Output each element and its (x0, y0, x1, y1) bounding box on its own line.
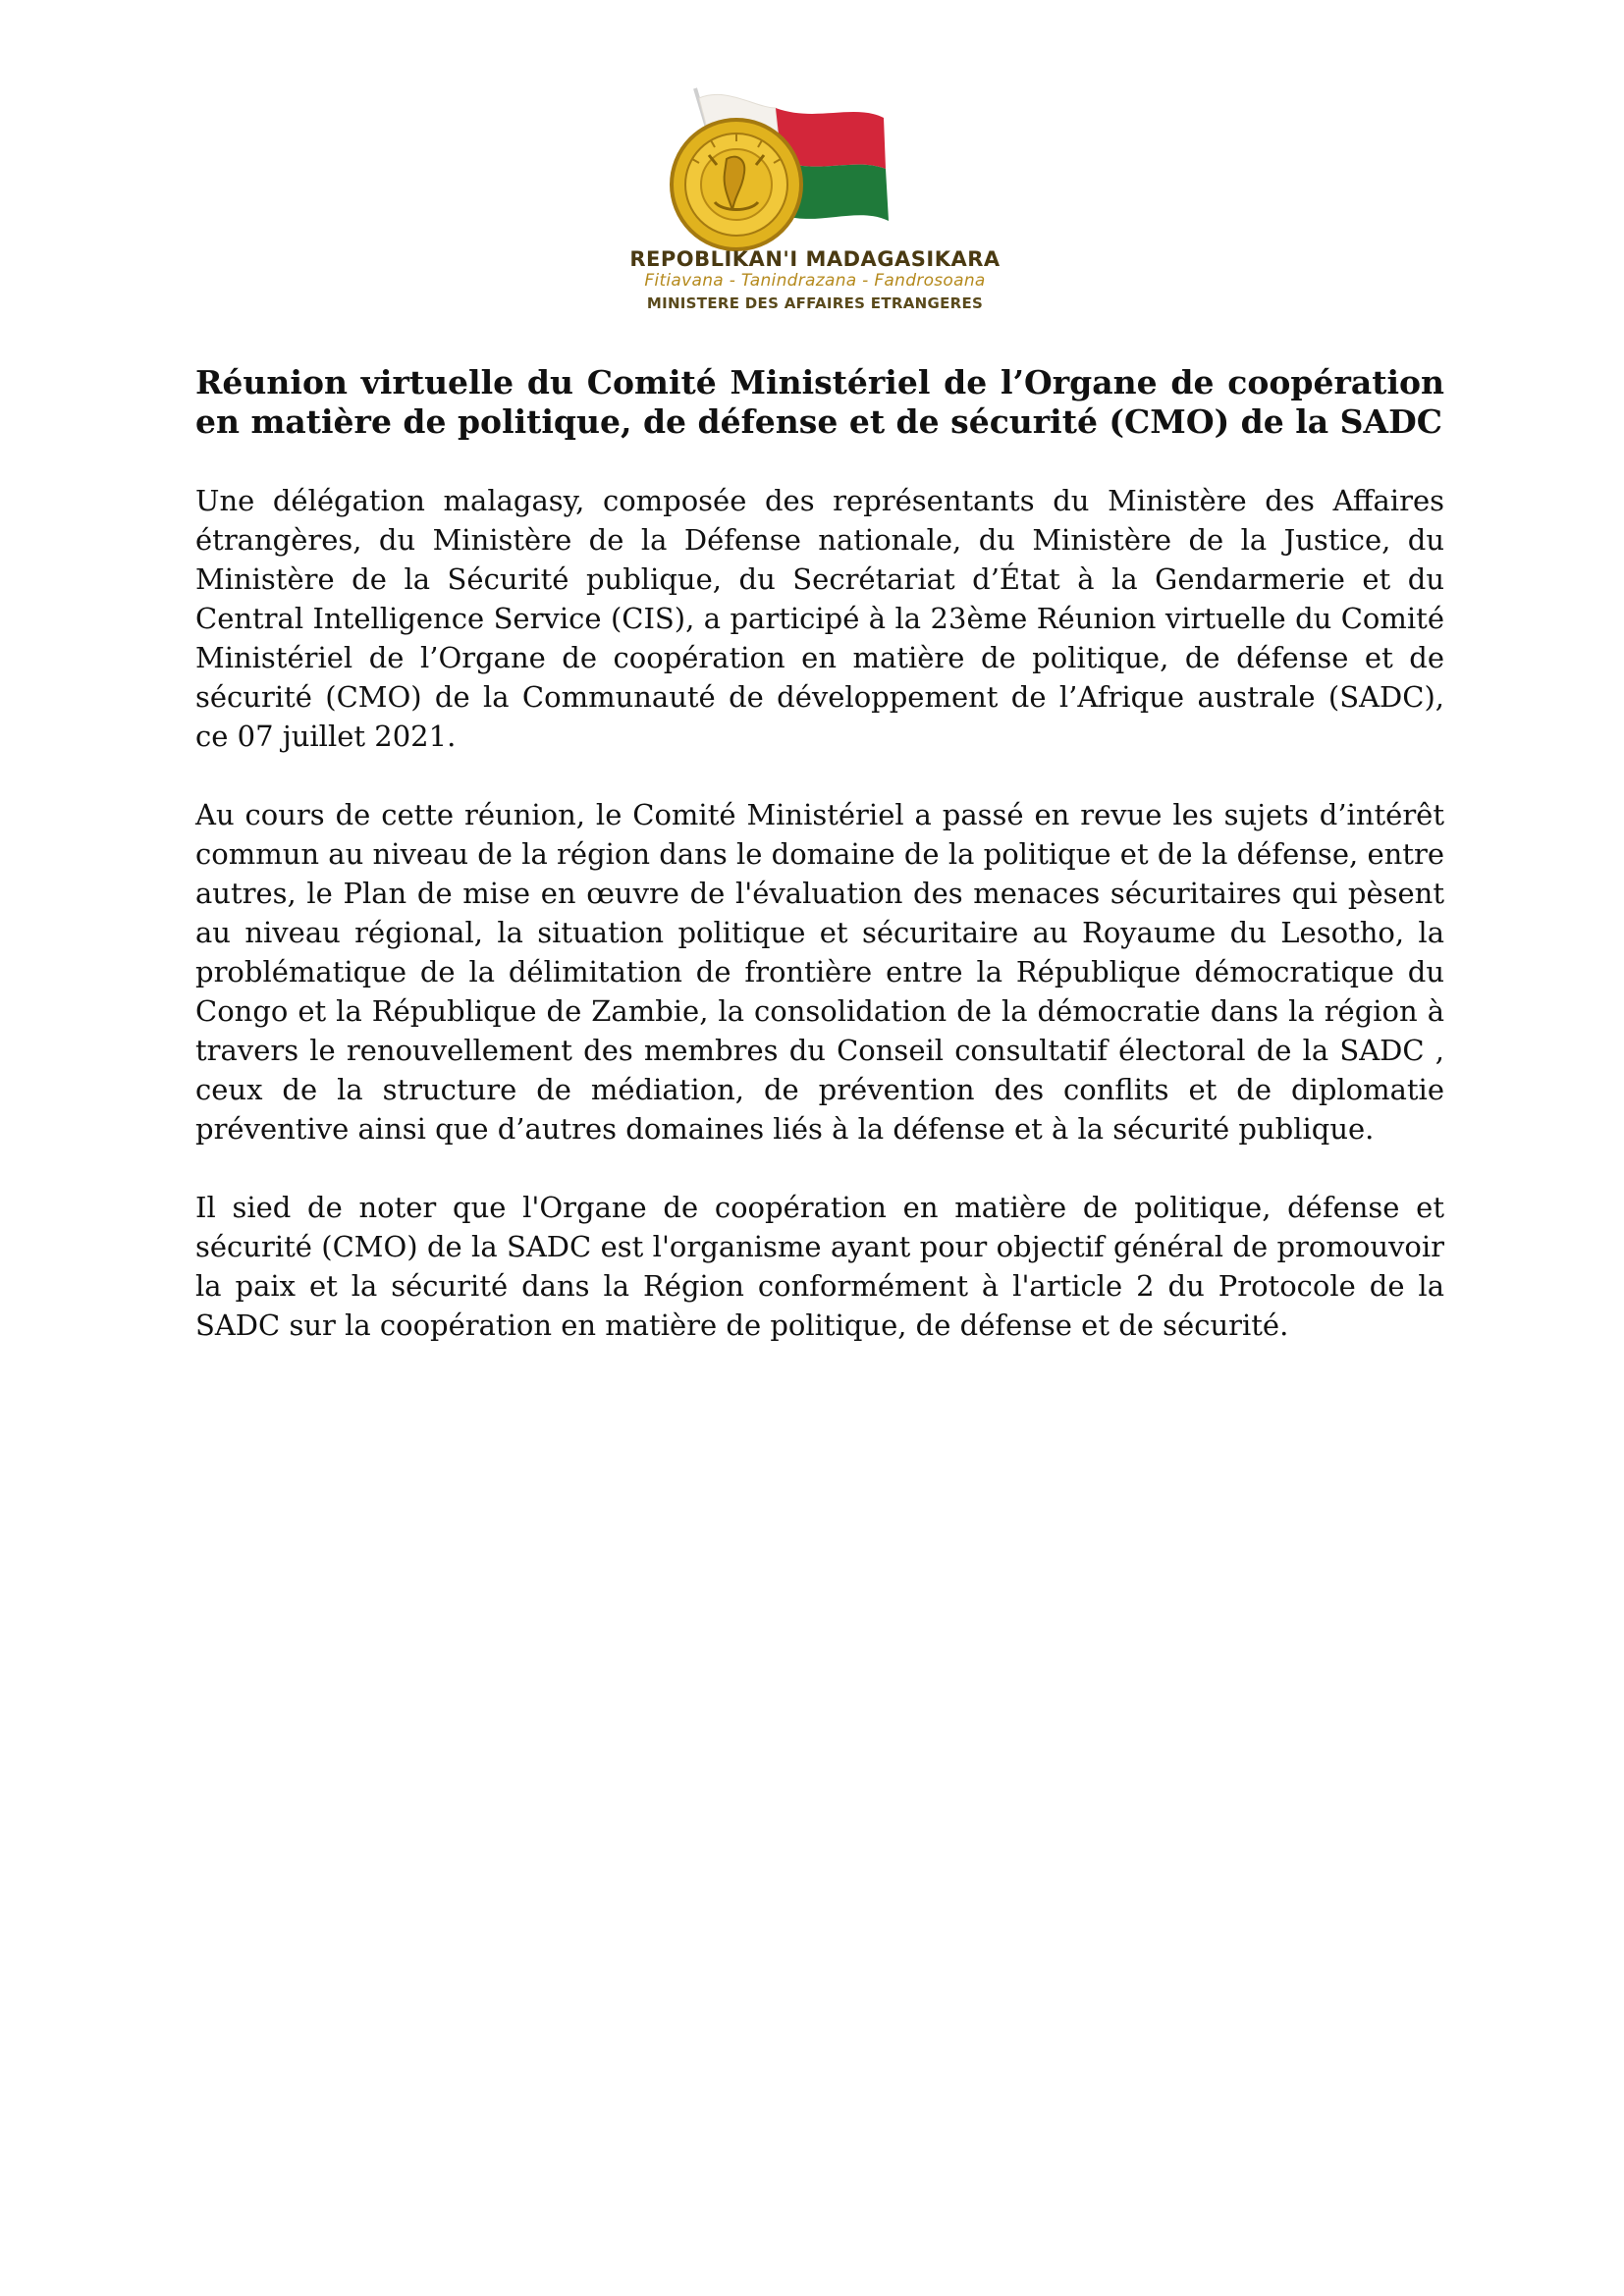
national-motto: Fitiavana - Tanindrazana - Fandrosoana (644, 271, 986, 291)
paragraph-cmo-purpose: Il sied de noter que l'Organe de coopération en matière de politique, défense et sécurité (CMO) de la SADC est l'organisme ayant pour objectif général de promouvoir la paix et la sécurité dans la Région conformément à l'article 2 du Protocole de la SADC sur la coopération en matière de politique, de défense et de sécurité. (195, 1191, 1444, 1342)
article-title: Réunion virtuelle du Comité Ministériel de l’Organe de coopération en matière de politique, de défense et de sécurité (CMO) de la SADC (195, 363, 1444, 441)
ministry-logo (589, 79, 1041, 319)
article-body (195, 363, 1444, 1384)
ministry-name: MINISTERE DES AFFAIRES ETRANGERES (646, 294, 984, 312)
emblem-and-flag-icon (589, 79, 1041, 275)
paragraph-delegation: Une délégation malagasy, composée des représentants du Ministère des Affaires étrangères, du Ministère de la Défense nationale, du Ministère de la Justice, du Ministère de la Sécurité publique, du Secrétariat d’État à la Gendarmerie et du Central Intelligence Service (CIS), a participé à la 23ème Réunion virtuelle du Comité Ministériel de l’Organe de coopération en matière de politique, de défense et de sécurité (CMO) de la Communauté de développement de l’Afrique australe (SADC), ce 07 juillet 2021. (195, 484, 1444, 753)
country-name: REPOBLIKAN'I MADAGASIKARA (629, 247, 1001, 271)
paragraph-meeting-topics: Au cours de cette réunion, le Comité Ministériel a passé en revue les sujets d’intérêt commun au niveau de la région dans le domaine de la politique et de la défense, entre autres, le Plan de mise en œuvre de l'évaluation des menaces sécuritaires qui pèsent au niveau régional, la situation politique et sécuritaire au Royaume du Lesotho, la problématique de la délimitation de frontière entre la République démocratique du Congo et la République de Zambie, la consolidation de la démocratie dans la région à travers le renouvellement des membres du Conseil consultatif électoral de la SADC , ceux de la structure de médiation, de prévention des conflits et de diplomatie préventive ainsi que d’autres domaines liés à la défense et à la sécurité publique. (195, 798, 1444, 1146)
